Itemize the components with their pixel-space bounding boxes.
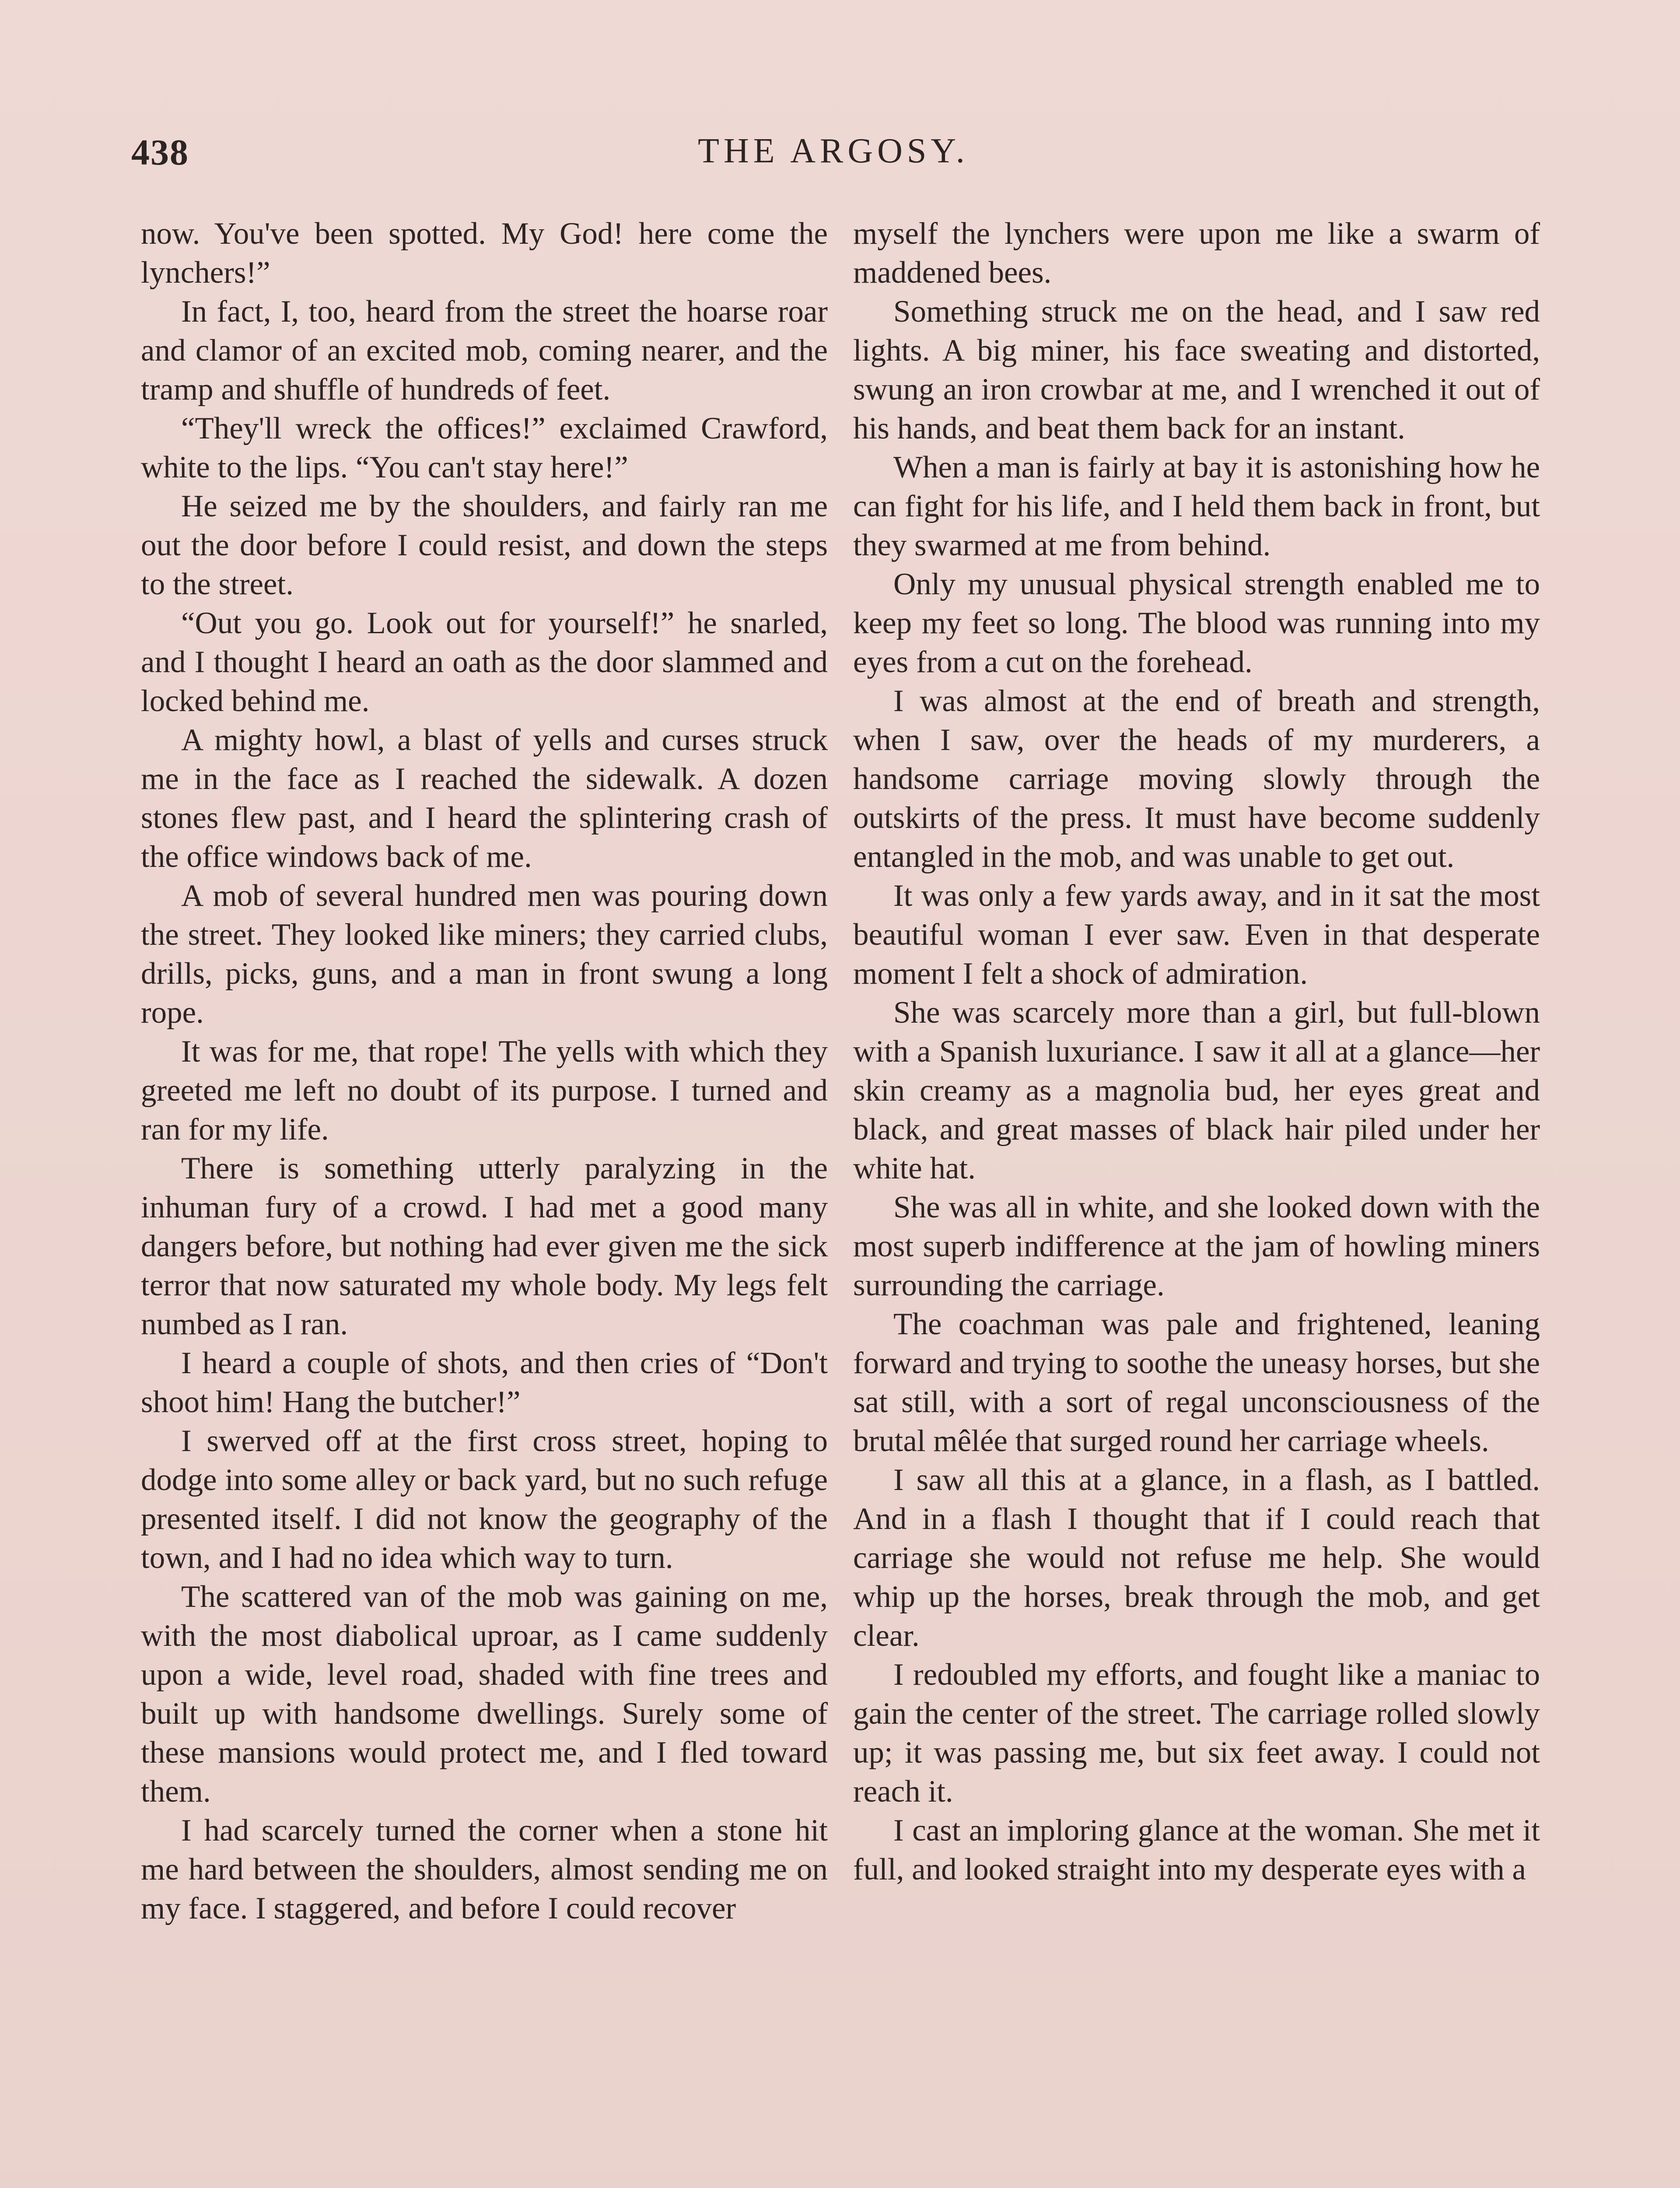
paragraph: It was only a few yards away, and in it sat the most beautiful woman I ever saw. Even in that desperate moment I felt a shock of admiration. bbox=[853, 879, 1540, 991]
paragraph: I cast an imploring glance at the woman. She met it full, and looked straight into my desperate eyes with a bbox=[853, 1813, 1540, 1886]
paragraph: I swerved off at the first cross street, hoping to dodge into some alley or back yard, but no such refuge presented itself. I did not know the geography of the town, and I had no idea which way to turn. bbox=[141, 1424, 828, 1575]
paragraph: When a man is fairly at bay it is astonishing how he can fight for his life, and I held them back in front, but they swarmed at me from behind. bbox=[853, 450, 1540, 562]
running-title: THE ARGOSY. bbox=[698, 132, 969, 170]
paragraph: I was almost at the end of breath and strength, when I saw, over the heads of my murderers, a handsome carriage moving slowly through the outskirts of the press. It must have become suddenly entangled in the mob, and was unable to get out. bbox=[853, 684, 1540, 874]
paragraph: I had scarcely turned the corner when a stone hit me hard between the shoulders, almost sending me on my face. I staggered, and before I could recover bbox=[141, 1813, 828, 1925]
paragraph: The scattered van of the mob was gaining on me, with the most diabolical uproar, as I came suddenly upon a wide, level road, shaded with fine trees and built up with handsome dwellings. Surely some of these mansions would protect me, and I fled toward them. bbox=[141, 1580, 828, 1809]
paragraph: Something struck me on the head, and I saw red lights. A big miner, his face sweating and distorted, swung an iron crowbar at me, and I wrenched it out of his hands, and beat them back for an instant. bbox=[853, 295, 1540, 445]
paragraph: I heard a couple of shots, and then cries of “Don't shoot him! Hang the butcher!” bbox=[141, 1346, 828, 1419]
paragraph: now. You've been spotted. My God! here come the lynchers!” bbox=[141, 217, 828, 290]
paragraph: I saw all this at a glance, in a flash, as I battled. And in a flash I thought that if I could reach that carriage she would not refuse me help. She would whip up the horses, break through the mob, and get clear. bbox=[853, 1463, 1540, 1653]
right-column bbox=[853, 214, 1540, 2188]
paragraph: It was for me, that rope! The yells with which they greeted me left no doubt of its purpose. I turned and ran for my life. bbox=[141, 1034, 828, 1147]
paragraph: He seized me by the shoulders, and fairly ran me out the door before I could resist, and down the steps to the street. bbox=[141, 489, 828, 601]
paragraph: I redoubled my efforts, and fought like a maniac to gain the center of the street. The carriage rolled slowly up; it was passing me, but six feet away. I could not reach it. bbox=[853, 1658, 1540, 1809]
paragraph: She was all in white, and she looked down with the most superb indifference at the jam of howling miners surrounding the carriage. bbox=[853, 1190, 1540, 1302]
paragraph: myself the lynchers were upon me like a swarm of maddened bees. bbox=[853, 217, 1540, 290]
paragraph: Only my unusual physical strength enabled me to keep my feet so long. The blood was running into my eyes from a cut on the forehead. bbox=[853, 567, 1540, 679]
paragraph: There is something utterly paralyzing in the inhuman fury of a crowd. I had met a good many dangers before, but nothing had ever given me the sick terror that now saturated my whole body. My legs felt numbed as I ran. bbox=[141, 1151, 828, 1341]
paragraph: “Out you go. Look out for yourself!” he snarled, and I thought I heard an oath as the door slammed and locked behind me. bbox=[141, 606, 828, 718]
page-number: 438 bbox=[131, 132, 189, 173]
paragraph: “They'll wreck the offices!” exclaimed Crawford, white to the lips. “You can't stay here!” bbox=[141, 411, 828, 484]
paragraph: She was scarcely more than a girl, but full-blown with a Spanish luxuriance. I saw it all at a glance—her skin creamy as a magnolia bud, her eyes great and black, and great masses of black hair piled under her white hat. bbox=[853, 996, 1540, 1185]
paragraph: A mob of several hundred men was pouring down the street. They looked like miners; they carried clubs, drills, picks, guns, and a man in front swung a long rope. bbox=[141, 879, 828, 1030]
paragraph: In fact, I, too, heard from the street the hoarse roar and clamor of an excited mob, coming nearer, and the tramp and shuffle of hundreds of feet. bbox=[141, 295, 828, 407]
left-column bbox=[141, 214, 828, 2188]
paragraph: The coachman was pale and frightened, leaning forward and trying to soothe the uneasy horses, but she sat still, with a sort of regal unconsciousness of the brutal mêlée that surged round her carriage wheels. bbox=[853, 1307, 1540, 1458]
paragraph: A mighty howl, a blast of yells and curses struck me in the face as I reached the sidewalk. A dozen stones flew past, and I heard the splintering crash of the office windows back of me. bbox=[141, 723, 828, 874]
page-header bbox=[131, 131, 1536, 184]
